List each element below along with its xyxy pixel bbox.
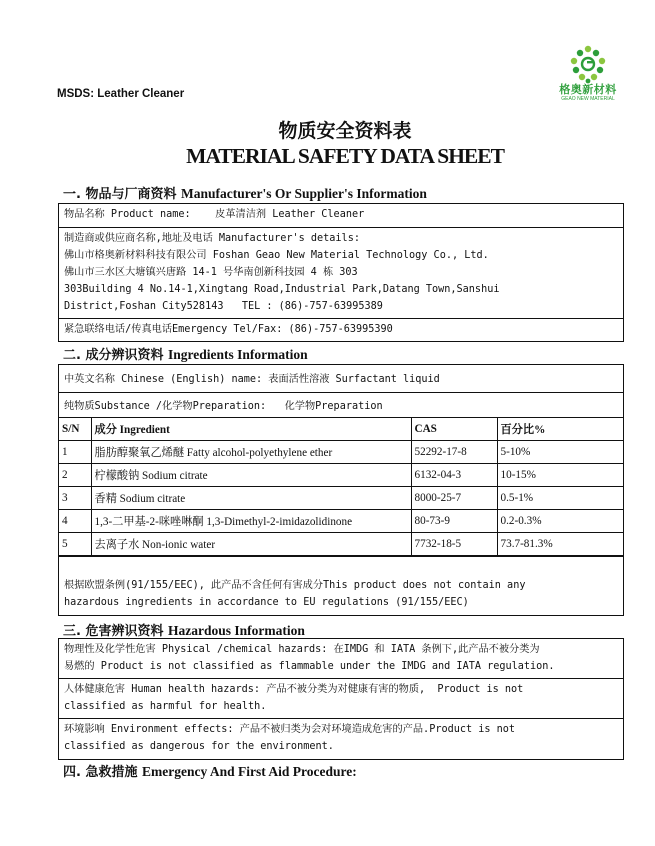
row-sn: 4 (59, 510, 91, 533)
section-2-heading-en: Ingredients Information (168, 347, 308, 362)
row-sn: 5 (59, 533, 91, 556)
header-percent: 百分比% (497, 418, 623, 441)
section-1-box (58, 203, 624, 342)
section-3-heading (63, 620, 305, 639)
manufacturer-row: 制造商或供应商名称,地址及电话 Manufacturer's details: 佛山市格奥新材料科技有限公司 Foshan Geao New Material Technology Co., Ltd. 佛山市三水区大塘镇兴唐路 14-1 号华南创新科技园 4 栋 303 303Building 4 No.14-1,Xingtang Road,Industrial Park,Datang Town,Sanshui District,Foshan City528143 TEL : (86)-757-63995389 (59, 228, 623, 319)
section-2-heading-cn: 二. 成分辨识资料 (63, 348, 164, 363)
emergency-row: 紧急联络电话/传真电话Emergency Tel/Fax: (86)-757-63995390 (64, 324, 393, 335)
header-ingredient: 成分 Ingredient (91, 418, 411, 441)
row-sn: 2 (59, 464, 91, 487)
section-4-heading (63, 761, 357, 780)
section-3-heading-cn: 三. 危害辨识资料 (63, 624, 164, 639)
section-2-box (58, 364, 624, 616)
table-row (59, 441, 623, 464)
ingredients-table (59, 418, 623, 556)
row-percent: 5-10% (497, 441, 623, 464)
row-percent: 73.7-81.3% (497, 533, 623, 556)
section-1-heading-cn: 一. 物品与厂商资料 (63, 187, 177, 202)
section-1-heading-en: Manufacturer's Or Supplier's Information (181, 186, 427, 201)
logo-chinese-text: 格奥新材料 (559, 83, 617, 96)
header-cas: CAS (411, 418, 497, 441)
document-label: MSDS: Leather Cleaner (57, 88, 185, 100)
row-cas: 7732-18-5 (411, 533, 497, 556)
product-name-row: 物品名称 Product name: 皮革清洁剂 Leather Cleaner (59, 204, 623, 228)
page-title-chinese: 物质安全资料表 (278, 120, 412, 142)
section-3-box (58, 638, 624, 760)
table-row (59, 464, 623, 487)
logo-english-text: GEAO NEW MATERIAL (561, 96, 615, 102)
row-cas: 52292-17-8 (411, 441, 497, 464)
section-4-heading-en: Emergency And First Aid Procedure: (142, 764, 357, 779)
company-logo (558, 44, 618, 110)
section-1-heading (63, 183, 427, 202)
row-percent: 0.5-1% (497, 487, 623, 510)
section-2-heading (63, 344, 308, 363)
row-ingredient: 1,3-二甲基-2-咪唑啉酮 1,3-Dimethyl-2-imidazolidinone (91, 510, 411, 533)
chemical-name-row: 中英文名称 Chinese (English) name: 表面活性溶液 Surfactant liquid (59, 365, 623, 393)
section-4-heading-cn: 四. 急救措施 (63, 765, 138, 780)
ingredients-table-wrap (59, 418, 623, 557)
section-3-heading-en: Hazardous Information (168, 623, 305, 638)
row-sn: 1 (59, 441, 91, 464)
row-cas: 80-73-9 (411, 510, 497, 533)
physical-hazards-row: 物理性及化学性危害 Physical /chemical hazards: 在IMDG 和 IATA 条例下,此产品不被分类为 易燃的 Product is not classified as flammable under the IMDG and IATA regulation. (59, 639, 623, 679)
row-ingredient: 香精 Sodium citrate (91, 487, 411, 510)
row-ingredient: 脂肪醇聚氧乙烯醚 Fatty alcohol-polyethylene ether (91, 441, 411, 464)
environment-effects-row: 环境影响 Environment effects: 产品不被归类为会对环境造成危害的产品.Product is not classified as dangerous for the environment. (64, 724, 516, 752)
preparation-row: 纯物质Substance /化学物Preparation: 化学物Preparation (59, 393, 623, 418)
eu-regulation-row: 根据欧盟条例(91/155/EEC), 此产品不含任何有害成分This product does not contain any hazardous ingredients in accordance to EU regulations (91/155/EEC) (64, 580, 526, 608)
health-hazards-row: 人体健康危害 Human health hazards: 产品不被分类为对健康有害的物质, Product is not classified as harmful for health. (59, 679, 623, 719)
row-cas: 8000-25-7 (411, 487, 497, 510)
table-header-row (59, 418, 623, 441)
header-sn: S/N (59, 418, 91, 441)
row-percent: 10-15% (497, 464, 623, 487)
logo-mark-icon (568, 44, 608, 84)
row-ingredient: 柠檬酸钠 Sodium citrate (91, 464, 411, 487)
table-row (59, 510, 623, 533)
table-row (59, 533, 623, 556)
row-sn: 3 (59, 487, 91, 510)
row-ingredient: 去离子水 Non-ionic water (91, 533, 411, 556)
page-title-english: MATERIAL SAFETY DATA SHEET (186, 144, 504, 168)
table-row (59, 487, 623, 510)
row-percent: 0.2-0.3% (497, 510, 623, 533)
row-cas: 6132-04-3 (411, 464, 497, 487)
